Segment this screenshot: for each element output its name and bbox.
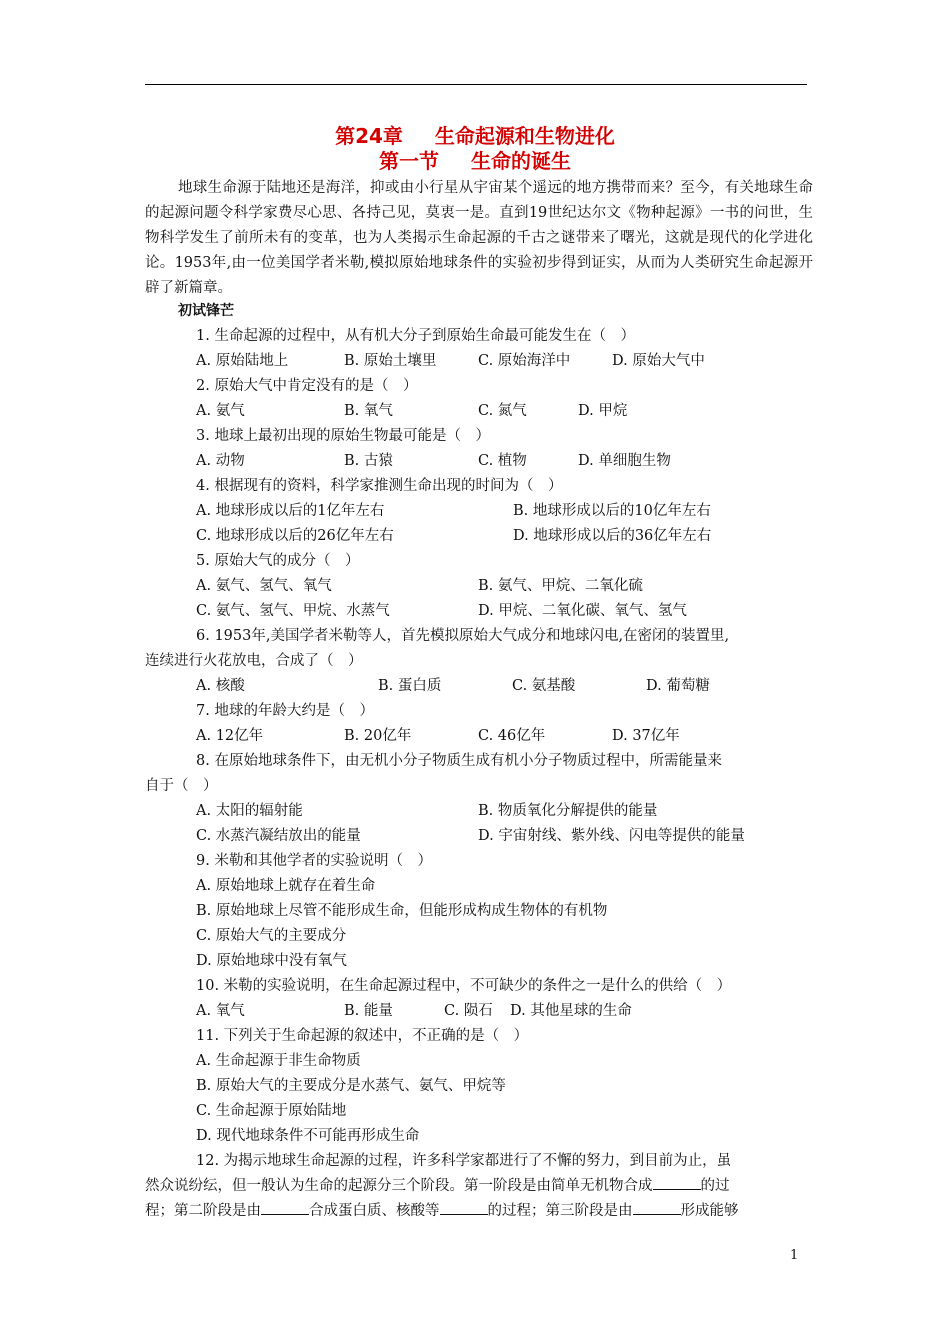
answer-blank-4[interactable] [633, 1200, 681, 1215]
option-b: B. 地球形成以后的10亿年左右 [513, 503, 711, 519]
option-a: A. 氧气 [196, 1003, 245, 1019]
question-9-stem: 9. 米勒和其他学者的实验说明（ ） [196, 853, 432, 869]
option-c: C. 氨基酸 [512, 678, 576, 694]
question-9-option-c: C. 原始大气的主要成分 [196, 928, 347, 944]
question-12-stem-cont [145, 1174, 730, 1199]
question-12-stem: 12. 为揭示地球生命起源的过程，许多科学家都进行了不懈的努力，到目前为止，虽 [196, 1153, 732, 1169]
question-10-options [196, 999, 632, 1024]
option-d: D. 宇宙射线、紫外线、闪电等提供的能量 [478, 828, 745, 844]
option-c: C. 植物 [478, 453, 527, 469]
question-3-stem: 3. 地球上最初出现的原始生物最可能是（ ） [196, 428, 490, 444]
question-8-stem: 8. 在原始地球条件下，由无机小分子物质生成有机小分子物质过程中，所需能量来 [196, 753, 722, 769]
question-4-stem: 4. 根据现有的资料，科学家推测生命出现的时间为（ ） [196, 478, 563, 494]
question-9-option-b: B. 原始地球上尽管不能形成生命，但能形成构成生物体的有机物 [196, 903, 608, 919]
practice-heading: 初试锋芒 [178, 303, 234, 319]
question-5-stem: 5. 原始大气的成分（ ） [196, 553, 360, 569]
option-c: C. 水蒸汽凝结放出的能量 [196, 828, 361, 844]
option-b: B. 蛋白质 [378, 678, 442, 694]
question-4-options-cd [196, 524, 711, 549]
stem-text: 合成蛋白质、核酸等 [309, 1203, 440, 1219]
question-9-option-a: A. 原始地球上就存在着生命 [196, 878, 376, 894]
question-1-options [196, 349, 705, 374]
section-label: 第一节 [379, 149, 439, 173]
question-4-options-ab [196, 499, 711, 524]
option-b: B. 氨气、甲烷、二氧化硫 [478, 578, 643, 594]
question-2-options [196, 399, 627, 424]
question-7-stem: 7. 地球的年龄大约是（ ） [196, 703, 374, 719]
stem-text: 的过程；第三阶段是由 [487, 1203, 633, 1219]
answer-blank-1[interactable] [653, 1175, 701, 1190]
question-12-stem-cont2 [145, 1199, 739, 1224]
chapter-title [0, 124, 950, 148]
option-c: C. 原始海洋中 [478, 353, 571, 369]
question-2-stem: 2. 原始大气中肯定没有的是（ ） [196, 378, 418, 394]
question-11-option-c: C. 生命起源于原始陆地 [196, 1103, 347, 1119]
option-b: B. 原始土壤里 [344, 353, 437, 369]
question-1-stem: 1. 生命起源的过程中，从有机大分子到原始生命最可能发生在（ ） [196, 328, 635, 344]
option-a: A. 动物 [196, 453, 245, 469]
option-d: D. 其他星球的生命 [510, 1003, 632, 1019]
question-11-option-b: B. 原始大气的主要成分是水蒸气、氨气、甲烷等 [196, 1078, 506, 1094]
question-3-options [196, 449, 671, 474]
option-d: D. 地球形成以后的36亿年左右 [513, 528, 712, 544]
option-d: D. 甲烷 [578, 403, 628, 419]
question-6-stem-cont: 连续进行火花放电，合成了（ ） [145, 653, 363, 669]
option-b: B. 20亿年 [344, 728, 412, 744]
stem-text: 形成能够 [680, 1203, 739, 1219]
answer-blank-2[interactable] [261, 1200, 309, 1215]
option-b: B. 物质氧化分解提供的能量 [478, 803, 658, 819]
option-d: D. 葡萄糖 [646, 678, 710, 694]
option-a: A. 核酸 [196, 678, 245, 694]
option-c: C. 地球形成以后的26亿年左右 [196, 528, 394, 544]
answer-blank-3[interactable] [440, 1200, 488, 1215]
option-c: C. 氨气、氢气、甲烷、水蒸气 [196, 603, 390, 619]
option-d: D. 甲烷、二氧化碳、氧气、氢气 [478, 603, 687, 619]
chapter-name: 生命起源和生物进化 [434, 124, 615, 148]
option-a: A. 地球形成以后的1亿年左右 [196, 503, 385, 519]
question-6-stem: 6. 1953年,美国学者米勒等人，首先模拟原始大气成分和地球闪电,在密闭的装置里, [196, 628, 730, 644]
question-7-options [196, 724, 680, 749]
section-name: 生命的诞生 [471, 149, 571, 173]
option-d: D. 原始大气中 [612, 353, 705, 369]
option-a: A. 氨气、氢气、氧气 [196, 578, 332, 594]
section-title [0, 149, 950, 173]
question-8-stem-cont: 自于（ ） [145, 778, 218, 794]
option-d: D. 单细胞生物 [578, 453, 671, 469]
stem-text: 然众说纷纭，但一般认为生命的起源分三个阶段。第一阶段是由简单无机物合成 [145, 1178, 653, 1194]
page-number: 1 [790, 1248, 799, 1263]
question-6-options [196, 674, 710, 699]
chapter-label: 第24章 [335, 124, 403, 148]
option-c: C. 46亿年 [478, 728, 546, 744]
question-11-option-a: A. 生命起源于非生命物质 [196, 1053, 361, 1069]
stem-text: 程；第二阶段是由 [145, 1203, 261, 1219]
option-b: B. 能量 [344, 1003, 393, 1019]
question-8-options-cd [196, 824, 745, 849]
header-rule [145, 84, 807, 85]
stem-text: 的过 [700, 1178, 730, 1194]
option-c: C. 陨石 [444, 1003, 493, 1019]
option-a: A. 原始陆地上 [196, 353, 289, 369]
question-11-option-d: D. 现代地球条件不可能再形成生命 [196, 1128, 420, 1144]
question-9-option-d: D. 原始地球中没有氧气 [196, 953, 347, 969]
question-8-options-ab [196, 799, 657, 824]
option-d: D. 37亿年 [612, 728, 680, 744]
question-11-stem: 11. 下列关于生命起源的叙述中，不正确的是（ ） [196, 1028, 529, 1044]
option-c: C. 氮气 [478, 403, 527, 419]
option-b: B. 氧气 [344, 403, 393, 419]
question-5-options-ab [196, 574, 643, 599]
question-10-stem: 10. 米勒的实验说明，在生命起源过程中，不可缺少的条件之一是什么的供给（ ） [196, 978, 732, 994]
option-b: B. 古猿 [344, 453, 393, 469]
option-a: A. 太阳的辐射能 [196, 803, 303, 819]
option-a: A. 12亿年 [196, 728, 264, 744]
question-5-options-cd [196, 599, 687, 624]
option-a: A. 氨气 [196, 403, 245, 419]
intro-paragraph: 地球生命源于陆地还是海洋，抑或由小行星从宇宙某个遥远的地方携带而来？至今，有关地球生命的起源问题令科学家费尽心思、各持己见，莫衷一是。直到19世纪达尔文《物种起源》一书的问世，生物科学发生了前所未有的变革，也为人类揭示生命起源的千古之谜带来了曙光，这就是现代的化学进化论。1953年,由一位美国学者米勒,模拟原始地球条件的实验初步得到证实，从而为人类研究生命起源开辟了新篇章。 [145, 180, 813, 296]
